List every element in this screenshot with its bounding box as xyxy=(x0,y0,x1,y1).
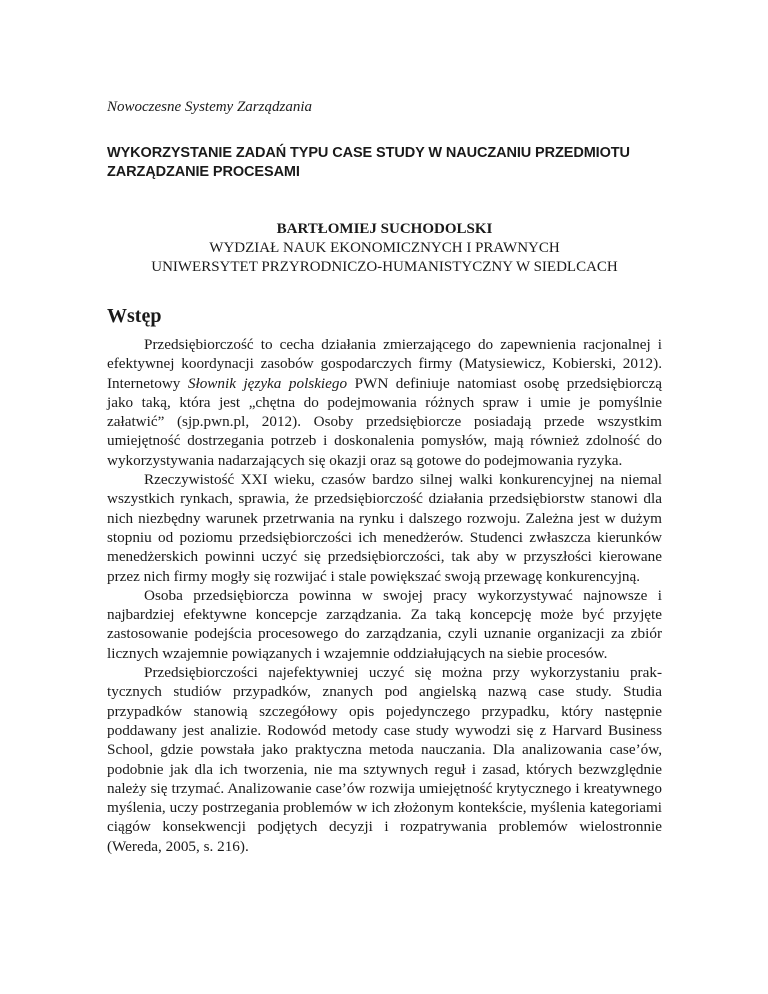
article-title: WYKORZYSTANIE ZADAŃ TYPU CASE STUDY W NAUCZANIU PRZEDMIOTU ZARZĄDZANIE PROCESAMI xyxy=(107,145,630,180)
author-faculty: WYDZIAŁ NAUK EKONOMICZNYCH I PRAWNYCH xyxy=(209,240,560,256)
section-heading: Wstęp xyxy=(107,305,162,327)
author-university: UNIWERSYTET PRZYRODNICZO-HUMANISTYCZNY W SIEDLCACH xyxy=(151,259,618,275)
dictionary-title: Słownik języka polskiego xyxy=(187,374,348,392)
paragraph-2: Rzeczywistość XXI wieku, czasów bardzo silnej walki konkurencyjnej na niemal wszystkich rynkach, sprawia, że przedsiębiorczość działania przedsiębiorstw stanowi dla nich niezbędny warunek przetrwania na rynku i dalszego rozwoju. Zależna jest w dużym stopniu od poziomu przedsiębiorczości ich menedżerów. Studenci zwłaszcza kierunków menedżerskich powinni uczyć się przedsiębiorczości, tak aby w przyszłości kierowane przez nich firmy mogły się rozwijać i stale powiększać swoją przewagę konkurencyjną. xyxy=(107,471,662,585)
paragraph-1 xyxy=(107,335,662,470)
author-block xyxy=(107,220,662,277)
paragraph-4: Przedsiębiorczości najefektywniej uczyć się można przy wykorzystaniu praktycznych studiów przypadków, znanych pod angielską nazwą case study. Studia przypadków stanowią szczegółowy opis pojedynczego przypadku, który następnie poddawany jest analizie. Rodowód metody case study wywodzi się z Harvard Business School, gdzie powstała jako praktyczna metoda nauczania. Dla analizowania case’ów, podobnie jak dla ich tworzenia, nie ma sztywnych reguł i zasad, których bezwzględnie należy się trzymać. Analizowanie case’ów rozwija umiejętność krytycznego i kreatywnego myślenia, uczy postrzegania problemów w ich złożonym kontekście, myślenia kategoriami ciągów konsekwencji podjętych decyzji i rozpatrywania problemów wielostronnie (Wereda, 2005, s. 216). xyxy=(107,664,662,855)
journal-name: Nowoczesne Systemy Zarządzania xyxy=(107,99,312,115)
paragraph-1-b: PWN definiuje natomiast osobę przedsiębiorczą jako taką, która jest „chętna do podejmowania różnych spraw i umie je pomyślnie załatwić” (sjp.pwn.pl, 2012). Osoby przedsiębiorcze posiadają przede wszystkim umiejętność dostrzegania potrzeb i doskonalenia pomysłów, mają również zdolność do wykorzystywania nadarzających się okazji oraz są gotowe do podejmowania ryzyka. xyxy=(107,374,663,469)
author-name: BARTŁOMIEJ SUCHODOLSKI xyxy=(276,221,493,237)
body-text xyxy=(107,335,662,856)
paragraph-3: Osoba przedsiębiorcza powinna w swojej pracy wykorzystywać najnowsze i najbardziej efektywne koncepcje zarządzania. Za taką koncepcję może być przyjęte zastosowanie podejścia procesowego do zarządzania, czyli uznanie organizacji za zbiór licznych wzajemnie powiązanych i wzajemnie oddziałujących na siebie procesów. xyxy=(107,586,662,662)
paragraph-1-a: Przedsiębiorczość to cecha działania zmierzającego do zapewnienia racjonalnej i efektywnej koordynacji zasobów gospodarczych firmy (Matysiewicz, Kobierski, 2012). Internetowy xyxy=(107,336,662,392)
